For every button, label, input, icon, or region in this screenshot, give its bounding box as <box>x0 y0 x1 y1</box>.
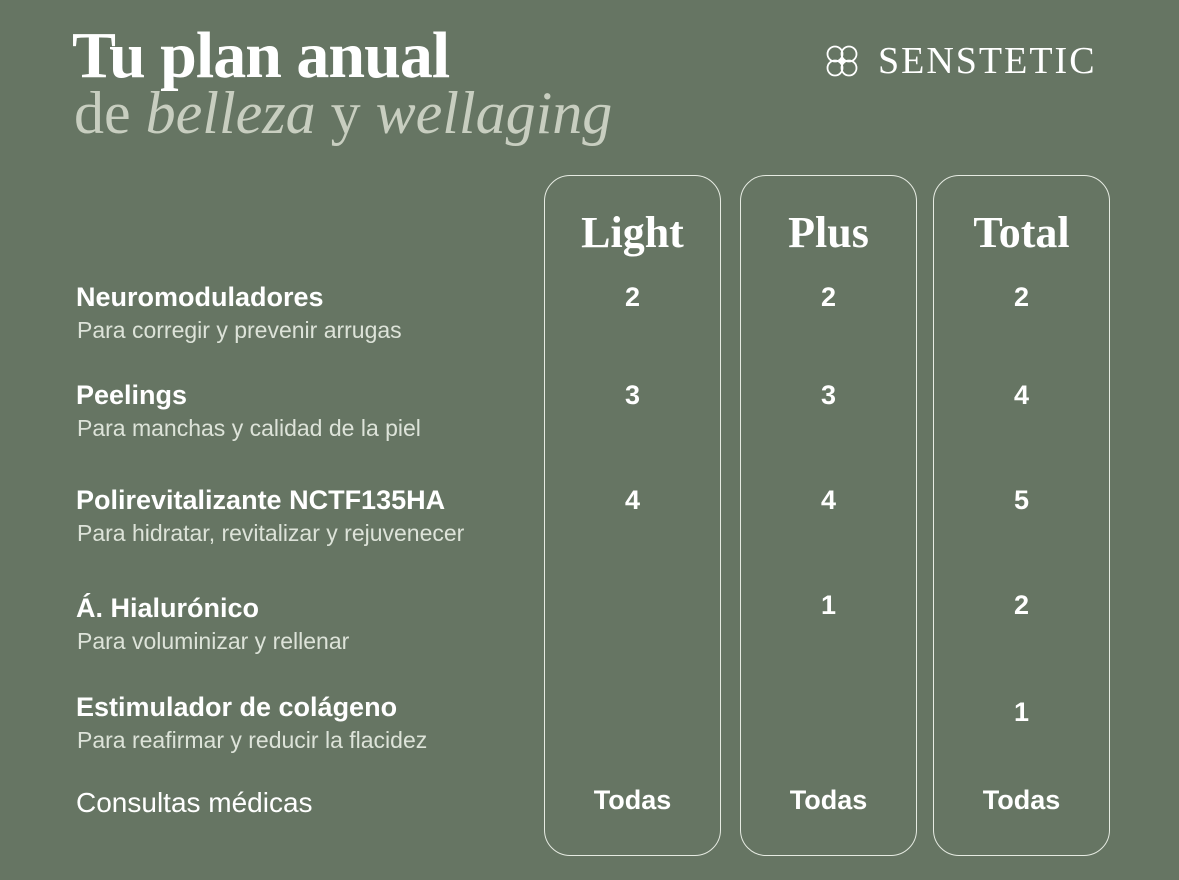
subtitle-word-wellaging: wellaging <box>375 80 613 146</box>
plan-value-total: 2 <box>1013 590 1030 620</box>
plan-value-total: 1 <box>1013 697 1030 727</box>
treatment-title: Polirevitalizante NCTF135HA <box>76 485 446 515</box>
treatment-subtitle: Para voluminizar y rellenar <box>77 628 350 654</box>
page-subtitle <box>74 78 612 148</box>
plan-value-plus: 2 <box>820 282 837 312</box>
plan-value-plus: 1 <box>820 590 837 620</box>
treatment-title: Neuromoduladores <box>76 282 324 312</box>
consultations-label: Consultas médicas <box>76 787 313 818</box>
consultations-value-light: Todas <box>593 785 672 815</box>
treatment-subtitle: Para reafirmar y reducir la flacidez <box>77 727 428 753</box>
consultations-value-plus: Todas <box>789 785 868 815</box>
consultations-value-total: Todas <box>982 785 1061 815</box>
plan-value-total: 4 <box>1013 380 1030 410</box>
plan-value-total: 5 <box>1013 485 1030 515</box>
treatment-title: Estimulador de colágeno <box>76 692 398 722</box>
plan-header-total: Total <box>973 208 1070 257</box>
subtitle-word-y: y <box>330 80 361 146</box>
plan-value-plus: 4 <box>820 485 837 515</box>
knot-logo-icon <box>820 39 864 83</box>
brand-logo <box>820 36 1097 86</box>
treatment-subtitle: Para corregir y prevenir arrugas <box>77 317 402 343</box>
plan-value-light: 3 <box>624 380 641 410</box>
treatment-subtitle: Para manchas y calidad de la piel <box>77 415 421 441</box>
treatment-subtitle: Para hidratar, revitalizar y rejuvenecer <box>77 520 465 546</box>
subtitle-word-belleza: belleza <box>145 80 316 146</box>
plan-value-plus: 3 <box>820 380 837 410</box>
plan-header-light: Light <box>581 208 684 257</box>
subtitle-word-de: de <box>74 80 131 146</box>
brand-name: SENSTETIC <box>878 40 1097 82</box>
page-title: Tu plan anual <box>72 19 450 92</box>
treatment-title: Á. Hialurónico <box>76 593 260 623</box>
treatment-title: Peelings <box>76 380 188 410</box>
plan-value-light: 4 <box>624 485 641 515</box>
plan-header-plus: Plus <box>788 208 869 257</box>
plan-value-light: 2 <box>624 282 641 312</box>
plan-value-total: 2 <box>1013 282 1030 312</box>
